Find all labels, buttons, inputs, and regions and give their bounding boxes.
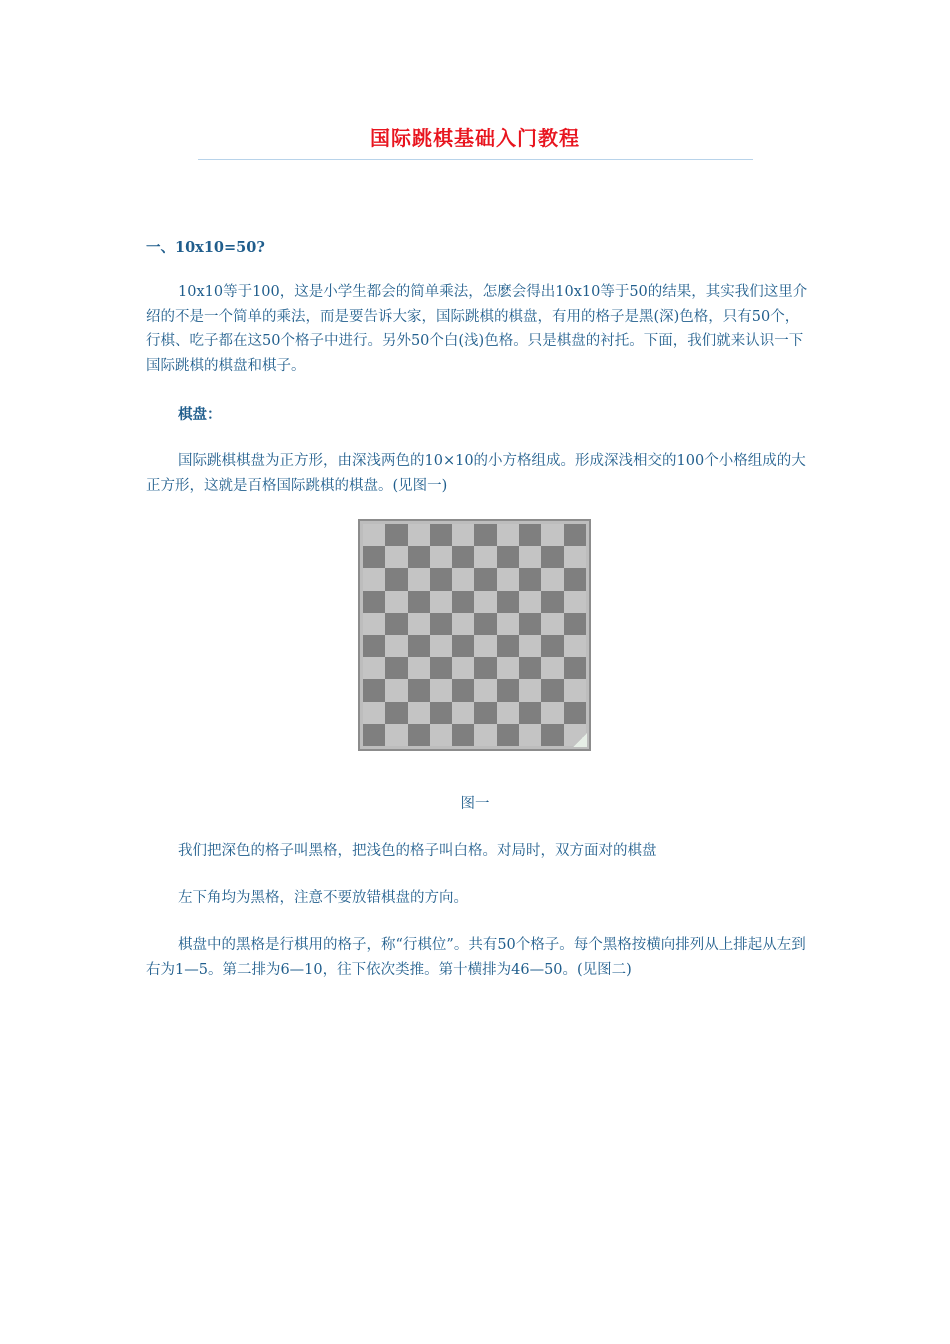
dark-square: [564, 568, 586, 590]
light-square: [408, 524, 430, 546]
dark-square: [408, 679, 430, 701]
dark-square: [519, 568, 541, 590]
light-square: [541, 524, 563, 546]
light-square: [408, 613, 430, 635]
dark-square: [385, 613, 407, 635]
light-square: [452, 657, 474, 679]
dark-square: [564, 524, 586, 546]
light-square: [497, 702, 519, 724]
light-square: [541, 613, 563, 635]
dark-square: [363, 724, 385, 746]
dark-square: [385, 568, 407, 590]
dark-square: [363, 635, 385, 657]
light-square: [385, 635, 407, 657]
dark-square: [385, 657, 407, 679]
light-square: [564, 546, 586, 568]
light-square: [474, 591, 496, 613]
dark-square: [430, 702, 452, 724]
light-square: [564, 591, 586, 613]
dark-square: [452, 724, 474, 746]
dark-square: [519, 657, 541, 679]
light-square: [564, 635, 586, 657]
light-square: [452, 702, 474, 724]
light-square: [541, 657, 563, 679]
light-square: [430, 546, 452, 568]
light-square: [385, 591, 407, 613]
intro-paragraph: 10x10等于100，这是小学生都会的简单乘法，怎麽会得出10x10等于50的结果，其实我们这里介绍的不是一个简单的乘法，而是要告诉大家，国际跳棋的棋盘，有用的格子是黑(深)色格，只有50个，行棋、吃子都在这50个格子中进行。另外50个白(浅)色格。只是棋盘的衬托。下面，我们就来认识一下国际跳棋的棋盘和棋子。: [146, 284, 808, 374]
light-square: [385, 679, 407, 701]
light-square: [497, 657, 519, 679]
light-square: [408, 702, 430, 724]
dark-square: [452, 591, 474, 613]
dark-square: [497, 546, 519, 568]
dark-square: [541, 724, 563, 746]
dark-square: [519, 613, 541, 635]
dark-square: [363, 591, 385, 613]
dark-square: [452, 679, 474, 701]
light-square: [385, 546, 407, 568]
dark-square: [564, 657, 586, 679]
light-square: [497, 568, 519, 590]
light-square: [363, 524, 385, 546]
dark-square: [541, 635, 563, 657]
dark-square: [408, 724, 430, 746]
light-square: [363, 657, 385, 679]
light-square: [452, 568, 474, 590]
light-square: [541, 702, 563, 724]
checkerboard-figure: [358, 519, 591, 751]
dark-square: [408, 591, 430, 613]
light-square: [519, 724, 541, 746]
dark-square: [497, 591, 519, 613]
light-square: [541, 568, 563, 590]
dark-square: [564, 613, 586, 635]
dark-square: [541, 679, 563, 701]
light-square: [363, 613, 385, 635]
dark-square: [474, 524, 496, 546]
orientation-paragraph: 左下角均为黑格，注意不要放错棋盘的方向。: [178, 890, 468, 906]
figure-caption: 图一: [460, 796, 490, 812]
dark-square: [408, 546, 430, 568]
dark-square: [541, 546, 563, 568]
light-square: [564, 679, 586, 701]
light-square: [430, 724, 452, 746]
light-square: [474, 635, 496, 657]
dark-square: [519, 524, 541, 546]
light-square: [363, 568, 385, 590]
dark-square: [564, 702, 586, 724]
board-description-paragraph: 国际跳棋棋盘为正方形，由深浅两色的10×10的小方格组成。形成深浅相交的100个小格组成的大正方形，这就是百格国际跳棋的棋盘。(见图一): [146, 453, 806, 494]
light-square: [363, 702, 385, 724]
light-square: [519, 679, 541, 701]
page-title: 国际跳棋基础入门教程: [370, 126, 580, 150]
light-square: [497, 613, 519, 635]
dark-square: [430, 524, 452, 546]
light-square: [497, 524, 519, 546]
dark-square: [430, 657, 452, 679]
dark-square: [474, 702, 496, 724]
light-square: [474, 724, 496, 746]
dark-square: [408, 635, 430, 657]
resize-corner-icon: [573, 733, 587, 747]
light-square: [474, 546, 496, 568]
light-square: [519, 635, 541, 657]
dark-square: [497, 724, 519, 746]
dark-square: [541, 591, 563, 613]
dark-square: [363, 679, 385, 701]
square-naming-paragraph: 我们把深色的格子叫黑格，把浅色的格子叫白格。对局时，双方面对的棋盘: [178, 843, 657, 859]
light-square: [474, 679, 496, 701]
dark-square: [474, 657, 496, 679]
light-square: [385, 724, 407, 746]
dark-square: [363, 546, 385, 568]
numbering-paragraph: 棋盘中的黑格是行棋用的格子，称“行棋位”。共有50个格子。每个黑格按横向排列从上排起从左到右为1—5。第二排为6—10，往下依次类推。第十横排为46—50。(见图二): [146, 937, 806, 978]
title-divider: [198, 159, 753, 160]
dark-square: [385, 524, 407, 546]
dark-square: [497, 635, 519, 657]
light-square: [408, 568, 430, 590]
dark-square: [385, 702, 407, 724]
checkerboard-grid: [363, 524, 586, 746]
dark-square: [430, 568, 452, 590]
dark-square: [474, 613, 496, 635]
dark-square: [430, 613, 452, 635]
dark-square: [519, 702, 541, 724]
dark-square: [497, 679, 519, 701]
light-square: [430, 635, 452, 657]
light-square: [452, 613, 474, 635]
light-square: [519, 591, 541, 613]
light-square: [452, 524, 474, 546]
light-square: [430, 679, 452, 701]
board-subheading: 棋盘：: [178, 406, 222, 423]
light-square: [430, 591, 452, 613]
dark-square: [452, 635, 474, 657]
light-square: [519, 546, 541, 568]
section-heading: 一、10x10=50?: [146, 239, 265, 256]
dark-square: [452, 546, 474, 568]
light-square: [408, 657, 430, 679]
dark-square: [474, 568, 496, 590]
